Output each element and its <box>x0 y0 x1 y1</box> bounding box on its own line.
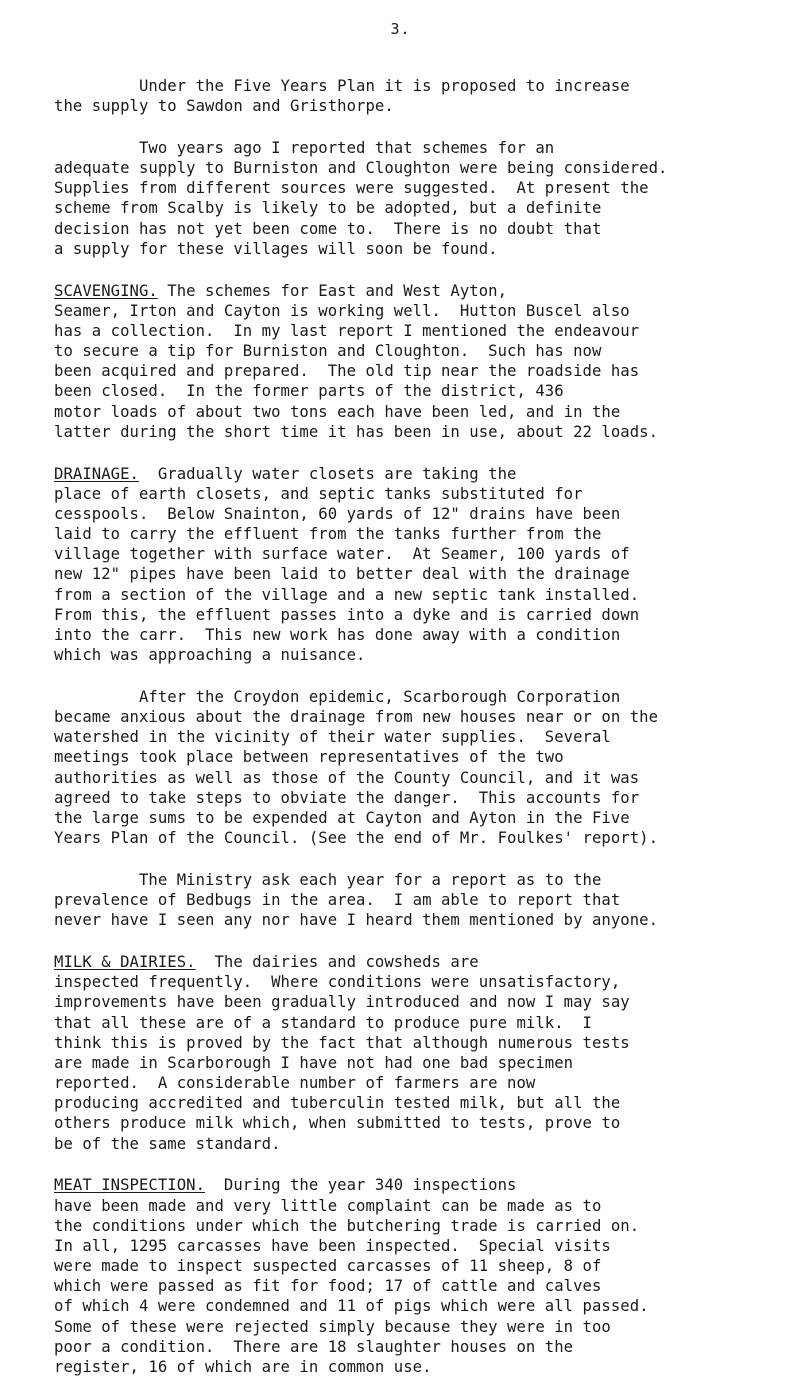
text-line <box>54 828 764 848</box>
line-text: producing accredited and tuberculin tested milk, but all the <box>54 1094 621 1113</box>
text-line <box>54 952 764 972</box>
line-text: laid to carry the effluent from the tanks further from the <box>54 525 602 544</box>
paragraph-milk <box>54 952 764 1154</box>
line-text: into the carr. This new work has done away with a condition <box>54 626 621 644</box>
line-text: Under the Five Years Plan it is proposed to increase <box>54 77 630 95</box>
line-text: authorities as well as those of the County Council, and it was <box>54 768 640 787</box>
line-text: think this is proved by the fact that although numerous tests <box>54 1033 630 1052</box>
text-line <box>54 788 764 808</box>
text-line <box>54 1093 764 1113</box>
line-text: agreed to take steps to obviate the danger. This accounts for <box>54 788 640 807</box>
line-text: In all, 1295 carcasses have been inspected. Special visits <box>54 1236 611 1255</box>
line-text: village together with surface water. At Seamer, 100 yards of <box>54 545 630 564</box>
text-line <box>54 1013 764 1033</box>
text-line <box>54 341 764 361</box>
line-text: meetings took place between representatives of the two <box>54 748 564 767</box>
text-line <box>54 1073 764 1093</box>
text-line <box>54 1337 764 1357</box>
text-line <box>54 605 764 625</box>
line-text: are made in Scarborough I have not had one bad specimen <box>54 1053 574 1072</box>
text-line <box>54 402 764 422</box>
text-line <box>54 1256 764 1276</box>
text-line <box>54 1033 764 1053</box>
line-text: Some of these were rejected simply because they were in too <box>54 1317 611 1336</box>
text-line <box>54 381 764 401</box>
line-text: The dairies and cowsheds are <box>195 952 479 971</box>
line-text: been acquired and prepared. The old tip near the roadside has <box>54 362 640 381</box>
text-line <box>54 1216 764 1236</box>
text-line <box>54 96 764 116</box>
text-line <box>54 76 764 96</box>
text-line <box>54 1196 764 1216</box>
text-line <box>54 890 764 910</box>
text-line <box>54 972 764 992</box>
line-text: the conditions under which the butchering trade is carried on. <box>54 1216 640 1235</box>
line-text: latter during the short time it has been in use, about 22 loads. <box>54 422 659 441</box>
line-text: register, 16 of which are in common use. <box>54 1358 432 1376</box>
line-text: be of the same standard. <box>54 1134 281 1153</box>
line-text: has a collection. In my last report I mentioned the endeavour <box>54 321 640 340</box>
text-line <box>54 808 764 828</box>
text-line <box>54 198 764 218</box>
text-line <box>54 1134 764 1154</box>
line-text: The Ministry ask each year for a report as to the <box>54 870 602 889</box>
text-line <box>54 239 764 259</box>
line-text: During the year 340 inspections <box>205 1176 517 1195</box>
line-text: reported. A considerable number of farmers are now <box>54 1074 536 1093</box>
paragraph-schemes <box>54 138 764 259</box>
text-line <box>54 1357 764 1377</box>
paragraph-meat <box>54 1175 764 1377</box>
line-text: poor a condition. There are 18 slaughter houses on the <box>54 1337 574 1356</box>
text-line <box>54 727 764 747</box>
text-line <box>54 178 764 198</box>
section-heading: MEAT INSPECTION. <box>54 1176 206 1195</box>
line-text: Seamer, Irton and Cayton is working well. Hutton Buscel also <box>54 301 630 320</box>
text-line <box>54 1296 764 1316</box>
page-number: 3. <box>390 20 411 38</box>
line-text: the large sums to be expended at Cayton and Ayton in the Five <box>54 809 630 827</box>
line-text: motor loads of about two tons each have been led, and in the <box>54 402 621 421</box>
line-text: never have I seen any nor have I heard them mentioned by anyone. <box>54 911 659 930</box>
text-line <box>54 504 764 524</box>
text-line <box>54 484 764 504</box>
line-text: watershed in the vicinity of their water supplies. Several <box>54 728 611 747</box>
text-line <box>54 910 764 930</box>
text-line <box>54 281 764 301</box>
paragraph-supply <box>54 76 764 116</box>
text-line <box>54 1276 764 1296</box>
line-text: adequate supply to Burniston and Cloughton were being considered. <box>54 159 668 178</box>
line-text: which were passed as fit for food; 17 of cattle and calves <box>54 1277 602 1296</box>
line-text: which was approaching a nuisance. <box>54 646 366 665</box>
text-line <box>54 768 764 788</box>
line-text: From this, the effluent passes into a dyke and is carried down <box>54 605 640 624</box>
report-body <box>54 76 764 1399</box>
line-text: the supply to Sawdon and Gristhorpe. <box>54 97 394 116</box>
text-line <box>54 585 764 605</box>
line-text: that all these are of a standard to produce pure milk. I <box>54 1013 592 1032</box>
section-heading: SCAVENGING. <box>54 281 158 300</box>
text-line <box>54 524 764 544</box>
line-text: been closed. In the former parts of the district, 436 <box>54 382 564 401</box>
line-text: The schemes for East and West Ayton, <box>157 281 508 300</box>
line-text: to secure a tip for Burniston and Cloughton. Such has now <box>54 342 602 361</box>
text-line <box>54 138 764 158</box>
line-text: improvements have been gradually introduced and now I may say <box>54 993 630 1012</box>
text-line <box>54 321 764 341</box>
text-line <box>54 747 764 767</box>
text-line <box>54 625 764 645</box>
text-line <box>54 992 764 1012</box>
line-text: After the Croydon epidemic, Scarborough Corporation <box>54 687 621 706</box>
text-line <box>54 1175 764 1195</box>
line-text: prevalence of Bedbugs in the area. I am able to report that <box>54 891 621 910</box>
text-line <box>54 158 764 178</box>
text-line <box>54 1317 764 1337</box>
line-text: place of earth closets, and septic tanks substituted for <box>54 484 583 503</box>
text-line <box>54 361 764 381</box>
line-text: others produce milk which, when submitted to tests, prove to <box>54 1114 621 1133</box>
text-line <box>54 645 764 665</box>
paragraph-scavenging <box>54 281 764 443</box>
line-text: inspected frequently. Where conditions were unsatisfactory, <box>54 973 621 992</box>
text-line <box>54 707 764 727</box>
line-text: have been made and very little complaint can be made as to <box>54 1196 602 1215</box>
text-line <box>54 464 764 484</box>
line-text: new 12" pipes have been laid to better deal with the drainage <box>54 565 630 584</box>
section-heading: MILK & DAIRIES. <box>54 952 196 971</box>
line-text: of which 4 were condemned and 11 of pigs which were all passed. <box>54 1297 649 1316</box>
paragraph-bedbugs <box>54 870 764 931</box>
paragraph-croydon <box>54 687 764 849</box>
line-text: scheme from Scalby is likely to be adopted, but a definite <box>54 199 602 218</box>
line-text: Years Plan of the Council. (See the end of Mr. Foulkes' report). <box>54 829 659 848</box>
line-text: Supplies from different sources were suggested. At present the <box>54 179 649 198</box>
line-text: decision has not yet been come to. There is no doubt that <box>54 219 602 238</box>
text-line <box>54 1236 764 1256</box>
text-line <box>54 687 764 707</box>
text-line <box>54 1113 764 1133</box>
line-text: were made to inspect suspected carcasses of 11 sheep, 8 of <box>54 1257 602 1276</box>
text-line <box>54 870 764 890</box>
text-line <box>54 219 764 239</box>
text-line <box>54 422 764 442</box>
text-line <box>54 301 764 321</box>
section-heading: DRAINAGE. <box>54 464 139 483</box>
line-text: became anxious about the drainage from new houses near or on the <box>54 708 659 727</box>
paragraph-drainage <box>54 464 764 666</box>
line-text: from a section of the village and a new septic tank installed. <box>54 585 640 604</box>
line-text: cesspools. Below Snainton, 60 yards of 12" drains have been <box>54 504 621 523</box>
text-line <box>54 564 764 584</box>
text-line <box>54 1053 764 1073</box>
text-line <box>54 544 764 564</box>
line-text: a supply for these villages will soon be found. <box>54 239 498 258</box>
line-text: Two years ago I reported that schemes for an <box>54 138 555 157</box>
line-text: Gradually water closets are taking the <box>138 464 517 483</box>
